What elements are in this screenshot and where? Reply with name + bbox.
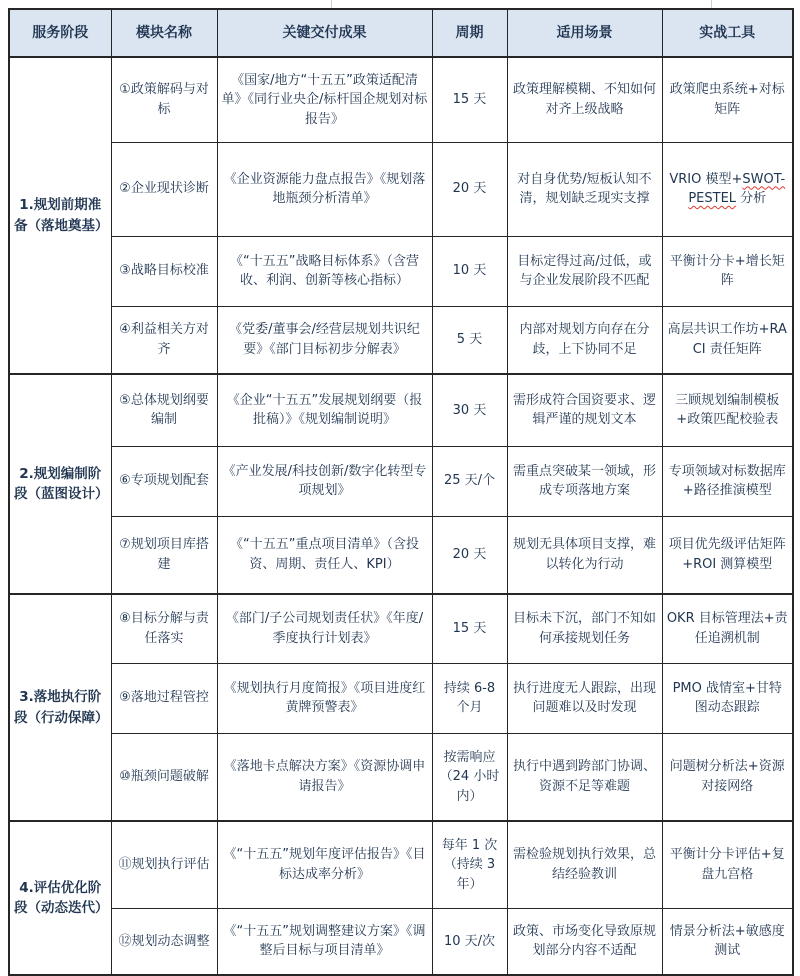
- module-cell: ①政策解码与对标: [111, 57, 217, 142]
- header-cycle: 周期: [432, 9, 507, 57]
- deliverable-cell: 《“十五五”规划调整建议方案》《调整后目标与项目清单》: [217, 908, 432, 975]
- scenario-cell: 目标定得过高/过低，或与企业发展阶段不匹配: [507, 236, 662, 306]
- phase-cell: 2.规划编制阶段（蓝图设计）: [9, 374, 111, 594]
- tool-cell: 平衡计分卡+增长矩阵: [662, 236, 793, 306]
- planning-service-table: [8, 8, 794, 976]
- spellcheck-underline: SWOT-PESTEL: [688, 171, 786, 206]
- tool-cell: 专项领域对标数据库+路径推演模型: [662, 446, 793, 516]
- cycle-cell: 10 天/次: [432, 908, 507, 975]
- module-cell: ⑥专项规划配套: [111, 446, 217, 516]
- scenario-cell: 执行进度无人跟踪，出现问题难以及时发现: [507, 663, 662, 733]
- tool-cell: 问题树分析法+资源对接网络: [662, 733, 793, 821]
- deliverable-cell: 《“十五五”重点项目清单》（含投资、周期、责任人、KPI）: [217, 516, 432, 594]
- scenario-cell: 政策、市场变化导致原规划部分内容不适配: [507, 908, 662, 975]
- cycle-cell: 按需响应（24 小时内）: [432, 733, 507, 821]
- scenario-cell: 需检验规划执行效果，总结经验教训: [507, 821, 662, 908]
- phase-cell: 1.规划前期准备（落地奠基）: [9, 57, 111, 374]
- deliverable-cell: 《企业资源能力盘点报告》《规划落地瓶颈分析清单》: [217, 142, 432, 236]
- module-cell: ③战略目标校准: [111, 236, 217, 306]
- table-row: [9, 446, 793, 516]
- cycle-cell: 30 天: [432, 374, 507, 446]
- table-row: [9, 733, 793, 821]
- module-cell: ⑨落地过程管控: [111, 663, 217, 733]
- table-header: [9, 9, 793, 57]
- scenario-cell: 对自身优势/短板认知不清，规划缺乏现实支撑: [507, 142, 662, 236]
- scenario-cell: 需重点突破某一领域，形成专项落地方案: [507, 446, 662, 516]
- scenario-cell: 政策理解模糊、不知如何对齐上级战略: [507, 57, 662, 142]
- cycle-cell: 10 天: [432, 236, 507, 306]
- table-row: [9, 57, 793, 142]
- cycle-cell: 20 天: [432, 516, 507, 594]
- header-service-phase: 服务阶段: [9, 9, 111, 57]
- table-row: [9, 663, 793, 733]
- cycle-cell: 每年 1 次（持续 3 年）: [432, 821, 507, 908]
- tool-cell: VRIO 模型+SWOT-PESTEL 分析: [662, 142, 793, 236]
- module-cell: ⑪规划执行评估: [111, 821, 217, 908]
- deliverable-cell: 《国家/地方“十五五”政策适配清单》《同行业央企/标杆国企规划对标报告》: [217, 57, 432, 142]
- header-module-name: 模块名称: [111, 9, 217, 57]
- table-row: [9, 306, 793, 374]
- tool-cell: 平衡计分卡评估+复盘九宫格: [662, 821, 793, 908]
- module-cell: ⑤总体规划纲要编制: [111, 374, 217, 446]
- deliverable-cell: 《产业发展/科技创新/数字化转型专项规划》: [217, 446, 432, 516]
- table-row: [9, 142, 793, 236]
- table-row: [9, 594, 793, 663]
- deliverable-cell: 《部门/子公司规划责任状》《年度/季度执行计划表》: [217, 594, 432, 663]
- phase-cell: 4.评估优化阶段（动态迭代）: [9, 821, 111, 975]
- phase-cell: 3.落地执行阶段（行动保障）: [9, 594, 111, 821]
- module-cell: ⑦规划项目库搭建: [111, 516, 217, 594]
- deliverable-cell: 《规划执行月度简报》《项目进度红黄牌预警表》: [217, 663, 432, 733]
- header-row: [9, 9, 793, 57]
- deliverable-cell: 《落地卡点解决方案》《资源协调申请报告》: [217, 733, 432, 821]
- table-row: [9, 374, 793, 446]
- tool-cell: OKR 目标管理法+责任追溯机制: [662, 594, 793, 663]
- deliverable-cell: 《党委/董事会/经营层规划共识纪要》《部门目标初步分解表》: [217, 306, 432, 374]
- header-practical-tools: 实战工具: [662, 9, 793, 57]
- tool-cell: 高层共识工作坊+RACI 责任矩阵: [662, 306, 793, 374]
- cycle-cell: 持续 6-8 个月: [432, 663, 507, 733]
- scenario-cell: 执行中遇到跨部门协调、资源不足等难题: [507, 733, 662, 821]
- module-cell: ④利益相关方对齐: [111, 306, 217, 374]
- scenario-cell: 内部对规划方向存在分歧，上下协同不足: [507, 306, 662, 374]
- deliverable-cell: 《“十五五”规划年度评估报告》《目标达成率分析》: [217, 821, 432, 908]
- header-key-deliverables: 关键交付成果: [217, 9, 432, 57]
- table-row: [9, 821, 793, 908]
- tool-cell: 三顾规划编制模板+政策匹配校验表: [662, 374, 793, 446]
- cycle-cell: 20 天: [432, 142, 507, 236]
- cycle-cell: 15 天: [432, 57, 507, 142]
- cycle-cell: 5 天: [432, 306, 507, 374]
- table-row: [9, 516, 793, 594]
- table-body: [9, 57, 793, 975]
- tool-cell: 情景分析法+敏感度测试: [662, 908, 793, 975]
- module-cell: ⑧目标分解与责任落实: [111, 594, 217, 663]
- header-applicable-scenario: 适用场景: [507, 9, 662, 57]
- tool-cell: 项目优先级评估矩阵+ROI 测算模型: [662, 516, 793, 594]
- table-row: [9, 236, 793, 306]
- scenario-cell: 需形成符合国资要求、逻辑严谨的规划文本: [507, 374, 662, 446]
- module-cell: ②企业现状诊断: [111, 142, 217, 236]
- deliverable-cell: 《“十五五”战略目标体系》（含营收、利润、创新等核心指标）: [217, 236, 432, 306]
- tool-cell: PMO 战情室+甘特图动态跟踪: [662, 663, 793, 733]
- cycle-cell: 25 天/个: [432, 446, 507, 516]
- scenario-cell: 规划无具体项目支撑，难以转化为行动: [507, 516, 662, 594]
- scenario-cell: 目标未下沉，部门不知如何承接规划任务: [507, 594, 662, 663]
- module-cell: ⑩瓶颈问题破解: [111, 733, 217, 821]
- table-row: [9, 908, 793, 975]
- gridline-artifact: [711, 0, 712, 8]
- cycle-cell: 15 天: [432, 594, 507, 663]
- tool-cell: 政策爬虫系统+对标矩阵: [662, 57, 793, 142]
- module-cell: ⑫规划动态调整: [111, 908, 217, 975]
- deliverable-cell: 《企业“十五五”发展规划纲要（报批稿）》《规划编制说明》: [217, 374, 432, 446]
